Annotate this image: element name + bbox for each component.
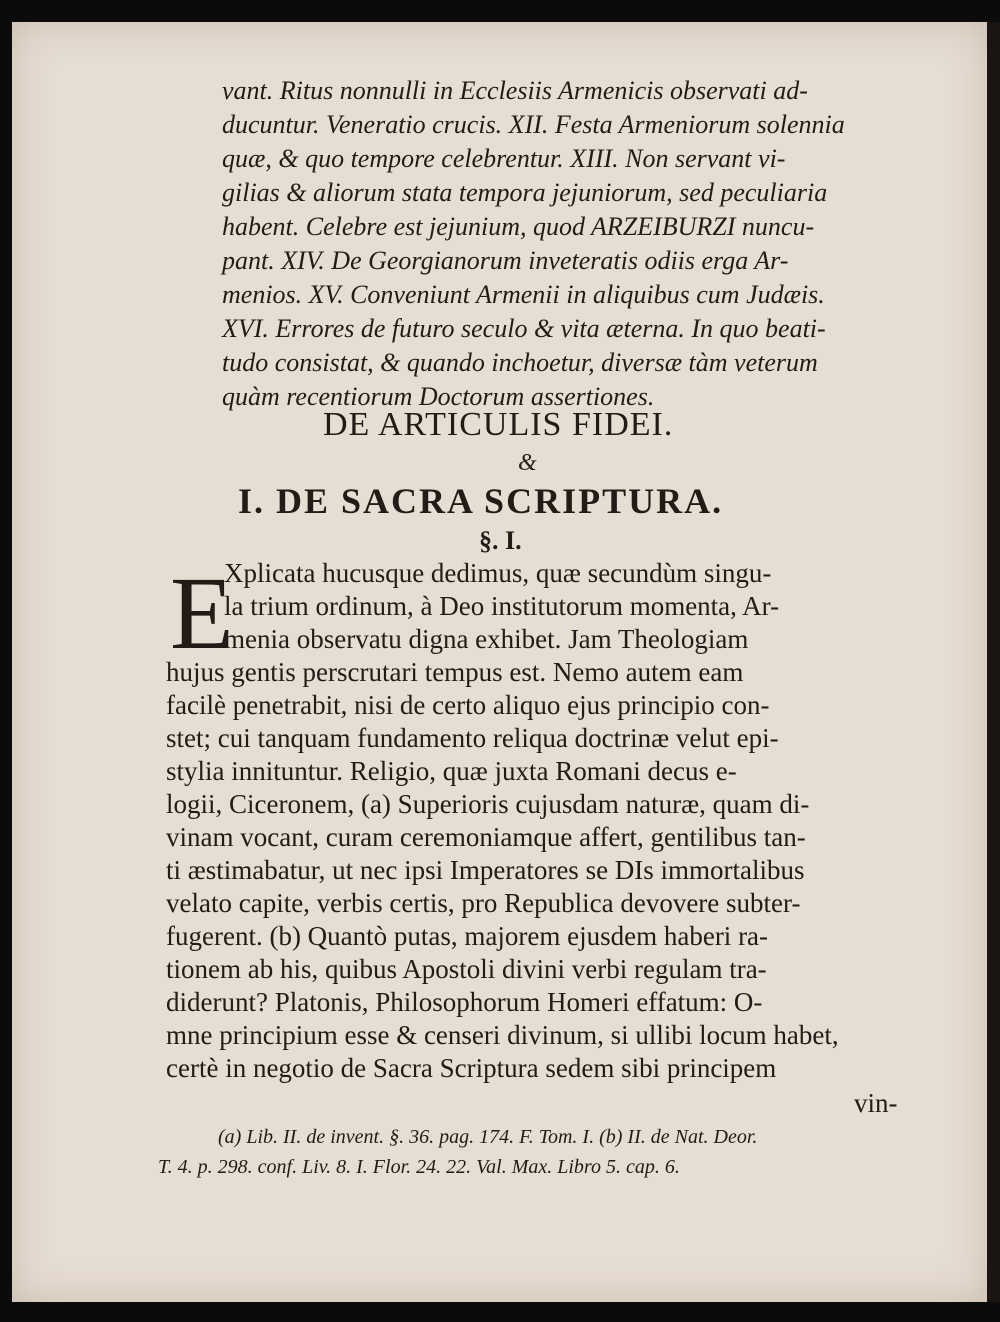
summary-line: habent. Celebre est jejunium, quod ARZEIBURZI nuncu- [222,212,815,241]
footnote-line: (a) Lib. II. de invent. §. 36. pag. 174. F. Tom. I. (b) II. de Nat. Deor. [218,1126,758,1148]
summary-line: tudo consistat, & quando inchoetur, diversæ tàm veterum [222,348,818,377]
body-line: certè in negotio de Sacra Scriptura sedem sibi principem [166,1053,777,1083]
summary-line: menios. XV. Conveniunt Armenii in aliquibus cum Judæis. [222,280,825,309]
body-line: hujus gentis perscrutari tempus est. Nemo autem eam [166,657,744,687]
body-line: logii, Ciceronem, (a) Superioris cujusdam naturæ, quam di- [166,789,810,819]
page-edge [987,22,1000,1302]
body-line: diderunt? Platonis, Philosophorum Homeri effatum: O- [166,987,763,1017]
summary-line: vant. Ritus nonnulli in Ecclesiis Armenicis observati ad- [222,76,808,105]
body-line: facilè penetrabit, nisi de certo aliquo ejus principio con- [166,690,770,720]
body-line: stet; cui tanquam fundamento reliqua doctrinæ velut epi- [166,723,779,753]
drop-cap: E [170,556,234,671]
section-mark: §. I. [479,526,522,555]
body-line: tionem ab his, quibus Apostoli divini verbi regulam tra- [166,954,767,984]
body-line: velato capite, verbis certis, pro Republica devovere subter- [166,888,801,918]
body-line: stylia innituntur. Religio, quæ juxta Romani decus e- [166,756,737,786]
body-line: ti æstimabatur, ut nec ipsi Imperatores se DIs immortalibus [166,855,805,885]
summary-line: quæ, & quo tempore celebrentur. XIII. Non servant vi- [222,144,786,173]
body-line: vinam vocant, curam ceremoniamque affert, gentilibus tan- [166,822,806,852]
body-line: Xplicata hucusque dedimus, quæ secundùm singu- [224,558,772,588]
footnote-line: T. 4. p. 298. conf. Liv. 8. I. Flor. 24. 22. Val. Max. Libro 5. cap. 6. [158,1156,680,1178]
body-line: mne principium esse & censeri divinum, si ullibi locum habet, [166,1020,839,1050]
body-line: fugerent. (b) Quantò putas, majorem ejusdem haberi ra- [166,921,769,951]
body-line: la trium ordinum, à Deo institutorum momenta, Ar- [224,591,780,621]
summary-line: quàm recentiorum Doctorum assertiones. [222,382,655,411]
ampersand-ornament: & [518,450,537,476]
chapter-title: DE ARTICULIS FIDEI. [323,406,674,443]
chapter-subtitle: I. DE SACRA SCRIPTURA. [238,481,724,521]
catchword: vin- [854,1088,898,1118]
summary-line: pant. XIV. De Georgianorum inveteratis odiis erga Ar- [222,246,789,275]
summary-line: XVI. Errores de futuro seculo & vita æterna. In quo beati- [222,314,826,343]
summary-line: gilias & aliorum stata tempora jejuniorum, sed peculiaria [222,178,828,207]
summary-line: ducuntur. Veneratio crucis. XII. Festa Armeniorum solennia [222,110,845,139]
body-line: menia observatu digna exhibet. Jam Theologiam [224,624,749,654]
